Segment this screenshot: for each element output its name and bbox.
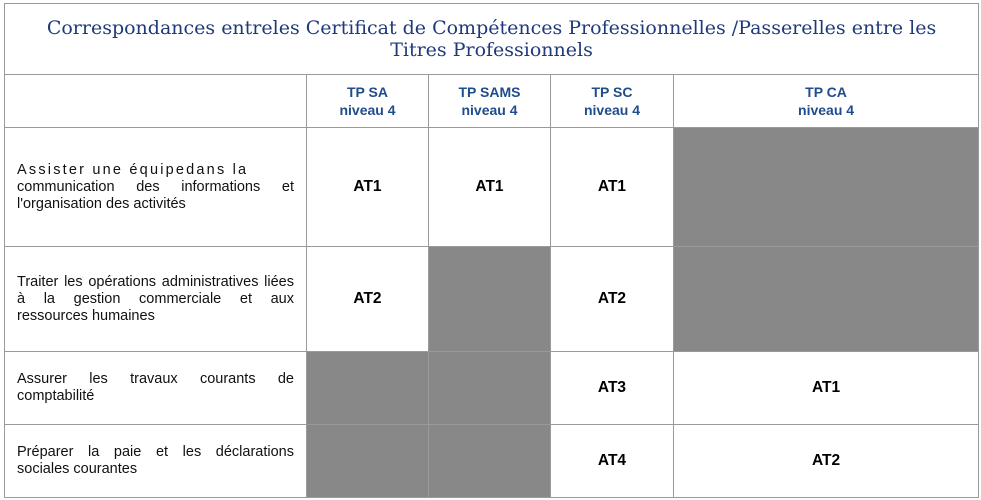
- table-row: [5, 247, 979, 352]
- row-label: Assurer les travaux courants de comptabilité: [5, 352, 307, 425]
- row-label-line: communication des informations et l'organisation des activités: [17, 178, 294, 212]
- table-cell: AT1: [551, 128, 674, 247]
- empty-cell: [429, 247, 551, 352]
- row-label-line: Assister une équipedans la: [17, 161, 249, 178]
- row-label: Traiter les opérations administratives liées à la gestion commerciale et aux ressources humaines: [5, 247, 307, 352]
- empty-cell: [307, 425, 429, 498]
- empty-cell: [429, 352, 551, 425]
- header-tp-ca: [674, 75, 979, 128]
- empty-cell: [307, 352, 429, 425]
- table-cell: AT1: [429, 128, 551, 247]
- table-cell: AT3: [551, 352, 674, 425]
- table-cell: AT2: [674, 425, 979, 498]
- header-tp-sa: [307, 75, 429, 128]
- row-label: Préparer la paie et les déclarations sociales courantes: [5, 425, 307, 498]
- header-row: [5, 75, 979, 128]
- table-cell: AT4: [551, 425, 674, 498]
- title-cell: [5, 4, 979, 75]
- table-title: Correspondances entreles Certificat de Compétences Professionnelles /Passerelles entre les Titres Professionnels: [46, 17, 937, 61]
- header-level: niveau 4: [461, 102, 518, 118]
- header-name: TP SAMS: [458, 84, 521, 100]
- table-cell: AT1: [674, 352, 979, 425]
- empty-cell: [429, 425, 551, 498]
- empty-cell: [674, 128, 979, 247]
- header-level: niveau 4: [798, 102, 855, 118]
- table-cell: AT1: [307, 128, 429, 247]
- row-label: [5, 128, 307, 247]
- header-name: TP SC: [591, 84, 633, 100]
- table-cell: AT2: [307, 247, 429, 352]
- header-name: TP CA: [805, 84, 847, 100]
- correspondence-table-container: [4, 3, 978, 497]
- header-level: niveau 4: [583, 102, 641, 118]
- header-name: TP SA: [347, 84, 388, 100]
- table-row: [5, 425, 979, 498]
- header-empty-cell: [5, 75, 307, 128]
- header-tp-sams: [429, 75, 551, 128]
- table-row: [5, 352, 979, 425]
- table-row: [5, 128, 979, 247]
- header-tp-sc: [551, 75, 674, 128]
- header-level: niveau 4: [339, 102, 396, 118]
- correspondence-table: [4, 3, 979, 498]
- table-cell: AT2: [551, 247, 674, 352]
- empty-cell: [674, 247, 979, 352]
